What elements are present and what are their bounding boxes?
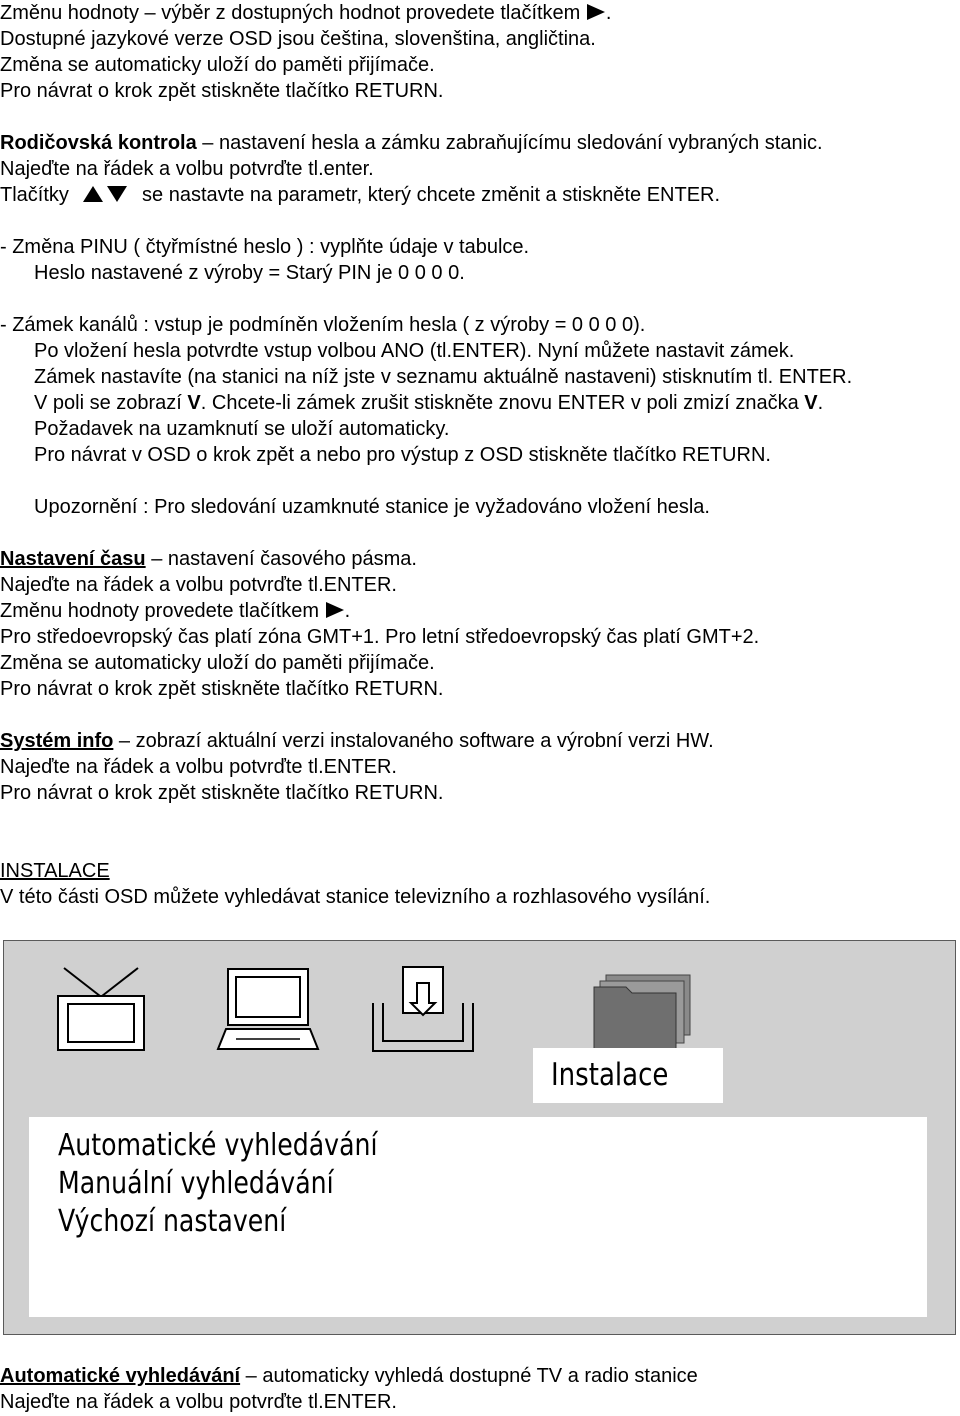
text-line: Změnu hodnoty provedete tlačítkem . [0, 600, 351, 622]
text-line: Po vložení hesla potvrdte vstup volbou ANO (tl.ENTER). Nyní můžete nastavit zámek. [34, 340, 795, 362]
text-line: Pro návrat v OSD o krok zpět a nebo pro výstup z OSD stiskněte tlačítko RETURN. [34, 444, 771, 466]
menu-item-manual-search[interactable]: Manuální vyhledávání [58, 1166, 334, 1201]
play-arrow-icon [586, 3, 606, 21]
text-line: Pro návrat o krok zpět stiskněte tlačítko RETURN. [0, 80, 444, 102]
text-line: V poli se zobrazí V. Chcete-li zámek zrušit stiskněte znovu ENTER v poli zmizí značka V. [34, 392, 824, 414]
folders-icon [592, 965, 694, 1051]
section-heading: Systém info [0, 730, 114, 752]
text-line: Pro návrat o krok zpět stiskněte tlačítko RETURN. [0, 678, 444, 700]
installation-heading: INSTALACE [0, 860, 110, 882]
text-line: Tlačítky se nastavte na parametr, který chcete změnit a stiskněte ENTER. [0, 184, 721, 206]
computer-icon [214, 967, 322, 1051]
section-heading: Rodičovská kontrola [0, 132, 197, 154]
up-down-arrows-icon [82, 185, 128, 203]
text-line: Změnu hodnoty – výběr z dostupných hodnot provedete tlačítkem . [0, 2, 612, 24]
text-line: Najeďte na řádek a volbu potvrďte tl.enter. [0, 158, 374, 180]
play-arrow-icon [325, 601, 345, 619]
text-line: Požadavek na uzamknutí se uloží automaticky. [34, 418, 450, 440]
text-line: Pro středoevropský čas platí zóna GMT+1. Pro letní středoevropský čas platí GMT+2. [0, 626, 760, 648]
section-parental-control: Rodičovská kontrola – nastavení hesla a zámku zabraňujícímu sledování vybraných stanic. [0, 132, 823, 154]
text-line: Dostupné jazykové verze OSD jsou čeština, slovenština, angličtina. [0, 28, 596, 50]
osd-title: Instalace [551, 1057, 669, 1093]
osd-menu-screenshot [3, 940, 956, 1335]
text-line: - Změna PINU ( čtyřmístné heslo ) : vyplňte údaje v tabulce. [0, 236, 530, 258]
section-heading: Nastavení času [0, 548, 146, 570]
text-line: Změna se automaticky uloží do paměti přijímače. [0, 54, 435, 76]
text-line: Najeďte na řádek a volbu potvrďte tl.ENTER. [0, 1391, 397, 1413]
install-box-icon [369, 963, 477, 1055]
section-time-settings: Nastavení času – nastavení časového pásma. [0, 548, 417, 570]
osd-menu-panel [29, 1117, 927, 1317]
section-heading: Automatické vyhledávání [0, 1365, 241, 1387]
section-auto-search: Automatické vyhledávání – automaticky vyhledá dostupné TV a radio stanice [0, 1365, 698, 1387]
text-line: Zámek nastavíte (na stanici na níž jste v seznamu aktuálně nastaveni) stisknutím tl. ENTER. [34, 366, 853, 388]
text-line: Pro návrat o krok zpět stiskněte tlačítko RETURN. [0, 782, 444, 804]
warning-note: Upozornění : Pro sledování uzamknuté stanice je vyžadováno vložení hesla. [34, 496, 710, 518]
text-line: Změna se automaticky uloží do paměti přijímače. [0, 652, 435, 674]
text-line: - Zámek kanálů : vstup je podmíněn vložením hesla ( z výroby = 0 0 0 0). [0, 314, 646, 336]
menu-item-default-settings[interactable]: Výchozí nastavení [58, 1204, 287, 1239]
text-line: V této části OSD můžete vyhledávat stanice televizního a rozhlasového vysílání. [0, 886, 711, 908]
text-line: Najeďte na řádek a volbu potvrďte tl.ENTER. [0, 756, 397, 778]
tv-antenna-icon [54, 966, 148, 1052]
menu-item-auto-search[interactable]: Automatické vyhledávání [58, 1128, 378, 1163]
text-line: Heslo nastavené z výroby = Starý PIN je 0 0 0 0. [34, 262, 465, 284]
section-system-info: Systém info – zobrazí aktuální verzi instalovaného software a výrobní verzi HW. [0, 730, 714, 752]
text-line: Najeďte na řádek a volbu potvrďte tl.ENTER. [0, 574, 397, 596]
